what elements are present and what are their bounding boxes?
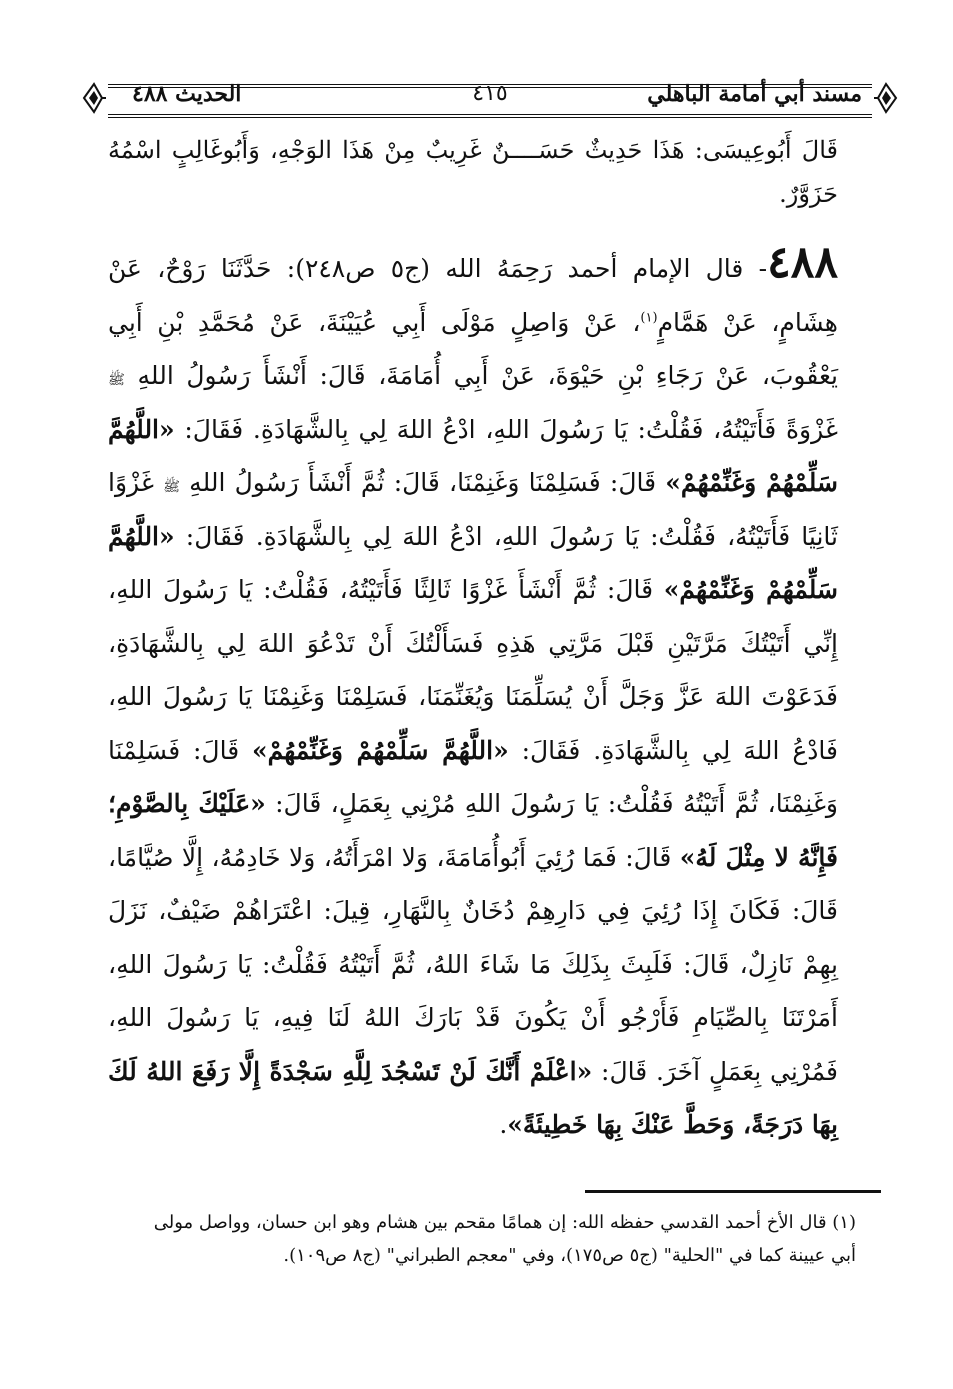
page-number: ٤١٥ [472,81,508,106]
hadith-paragraph [108,237,839,1152]
intro-paragraph: قَالَ أَبُوعِيسَى: هَذَا حَدِيثٌ حَسَــــنٌ غَرِيبٌ مِنْ هَذَا الوَجْهِ، وَأَبُوغَالِبٍ اسْمُهُ حَزَوَّرٌ. [108,136,838,208]
hadith-text-part: قَالَ: ثُمَّ أَنْشَأَ غَزْوًا ثَالِثًا فَأَتَيْتُهُ، فَقُلْتُ: يَا رَسُولَ اللهِ، إِنِّي أَتَيْتُكَ مَرَّتَيْنِ قَبْلَ مَرَّتِي هَذِهِ فَسَأَلْتُكَ أَنْ تَدْعُوَ اللهَ لِي بِالشَّهَادَةِ، فَدَعَوْتَ اللهَ عَزَّ وَجَلَّ أَنْ يُسَلِّمَنَا وَيُغَنِّمَنَا، فَسَلِمْنَا وَغَنِمْنَا يَا رَسُولَ اللهِ، فَادْعُ اللهَ لِي بِالشَّهَادَةِ. فَقَالَ: [108,575,838,765]
hadith-text-part: قَالَ: فَسَلِمْنَا وَغَنِمْنَا، قَالَ: ثُمَّ أَنْشَأَ رَسُولُ اللهِ [180,468,666,497]
salutation-icon: ﷺ [108,372,125,388]
prophetic-saying: «اللَّهُمَّ سَلِّمْهُمْ وَغَنِّمْهُمْ» [252,735,509,765]
hadith-end-mark: . [499,1110,508,1139]
hadith-text-part: ، عَنْ وَاصِلٍ مَوْلَى أَبِي عُيَيْنَةَ، عَنْ مُحَمَّدِ بْنِ أَبِي يَعْقُوبَ، عَنْ رَجَاءِ بْنِ حَيْوَةَ، عَنْ أَبِي أُمَامَةَ، قَالَ: أَنْشَأَ رَسُولُ اللهِ [108,307,839,390]
prophetic-saying: «اعْلَمْ أَنَّكَ لَنْ تَسْجُدَ لِلَّهِ سَجْدَةً إِلَّا رَفَعَ اللهُ لَكَ بِهَا دَرَجَةً، وَحَطَّ عَنْكَ بِهَا خَطِيئَةً» [108,1056,838,1139]
hadith-number-dash: - [758,254,768,283]
footnote-reference[interactable]: (١) [640,310,658,326]
footnote-line: أبي عيينة كما في "الحلية" (ج٥ ص١٧٥)، وفي "معجم الطبراني" (ج٨ ص١٠٩). [283,1245,856,1266]
hadith-text-part: قَالَ: فَمَا رُئِيَ أَبُوأُمَامَةَ، وَلا امْرَأَتُهُ، وَلا خَادِمُهُ، إِلَّا صُيَّامًا، قَالَ: فَكَانَ إِذَا رُئِيَ فِي دَارِهِمْ دُخَانٌ بِالنَّهَارِ، قِيلَ: اعْتَرَاهُمْ ضَيْفٌ، نَزَلَ بِهِمْ نَازِلٌ، قَالَ: فَلَبِثَ بِذَلِكَ مَا شَاءَ اللهُ، ثُمَّ أَتَيْتُهُ فَقُلْتُ: يَا رَسُولَ اللهِ، أَمَرْتَنَا بِالصِّيَامِ فَأَرْجُو أَنْ يَكُونَ قَدْ بَارَكَ اللهُ لَنَا فِيهِ، يَا رَسُولَ اللهِ، فَمُرْنِي بِعَمَلٍ آخَرَ. قَالَ: [108,842,838,1086]
hadith-isnad: قال الإمام أحمد رَحِمَهُ الله (ج٥ ص٢٤٨): حَدَّثَنَا رَوْحٌ، عَنْ هِشَامٍ، عَنْ هَمَّامٍ [108,254,838,337]
hadith-label: الحديث ٤٨٨ [132,81,242,107]
left-ornament-icon [80,80,106,116]
salutation-icon: ﷺ [163,479,180,495]
hadith-number: ٤٨٨ [767,237,839,288]
footnote-divider [585,1190,881,1193]
book-section-title: مسند أبي أمامة الباهلي [647,81,862,107]
prophetic-saying: «اللَّهُمَّ سَلِّمْهُمْ وَغَنِّمْهُمْ» [108,414,838,497]
hadith-text-part: قَالَ: فَسَلِمْنَا وَغَنِمْنَا، ثُمَّ أَتَيْتُهُ فَقُلْتُ: يَا رَسُولَ اللهِ مُرْنِي بِعَمَلٍ، قَالَ: [108,735,839,818]
prophetic-saying: «اللَّهُمَّ سَلِّمْهُمْ وَغَنِّمْهُمْ» [108,521,838,604]
hadith-text-part: غَزْوًا ثَانِيًا فَأَتَيْتُهُ، فَقُلْتُ: يَا رَسُولَ اللهِ، ادْعُ اللهَ لِي بِالشَّهَادَةِ. فَقَالَ: [108,468,838,551]
footnote-line: (١) قال الأخ أحمد القدسي حفظه الله: إن همامًا مقحم بين هشام وهو ابن حسان، وواصل مولى [153,1212,856,1233]
main-text [108,128,838,1152]
running-header [80,74,900,124]
hadith-text-part: غَزْوَةً فَأَتَيْتُهُ، فَقُلْتُ: يَا رَسُولَ اللهِ، ادْعُ اللهَ لِي بِالشَّهَادَةِ. فَقَالَ: [174,414,838,444]
right-ornament-icon [874,80,900,116]
footnote [112,1206,856,1272]
prophetic-saying: «عَلَيْكَ بِالصَّوْمِ؛ فَإِنَّهُ لا مِثْلَ لَهُ» [108,789,838,872]
